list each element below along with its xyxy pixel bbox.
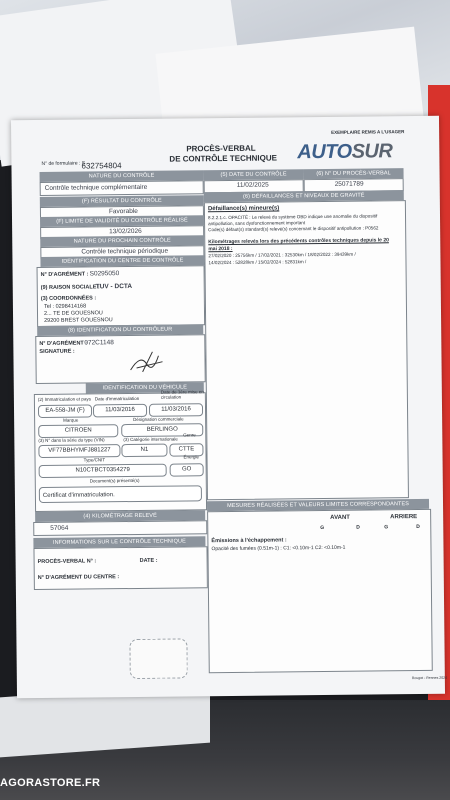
section-resultat: (F) RÉSULTAT DU CONTRÔLE <box>40 195 204 207</box>
section-defaillances: (6) DÉFAILLANCES ET NIVEAUX DE GRAVITÉ <box>204 190 404 202</box>
centre-agrement-value: S0295050 <box>89 270 120 278</box>
centre-ville: 29200 BREST GOUESNOU <box>44 317 113 324</box>
energie-label: Énergie <box>183 454 200 460</box>
km-value: 57064 <box>50 524 69 532</box>
centre-tel: Tel : 0298414168 <box>43 303 87 310</box>
vehicule-box <box>34 389 207 512</box>
defav-date-label: DATE : <box>139 557 158 564</box>
section-centre: IDENTIFICATION DU CENTRE DE CONTRÔLE <box>40 255 204 267</box>
designation-label: Désignation commerciale <box>133 416 184 422</box>
type-value: N10CTBCT0354279 <box>39 464 167 478</box>
section-num-pv: (6) N° DU PROCÈS-VERBAL <box>304 168 404 179</box>
km-history-title-2: mai 2018 : <box>208 245 233 253</box>
emissions-line: Opacité des fumées (0.51m-1) : C1: <0.10m-1 C2: <0.10m-1 <box>211 544 346 553</box>
type-label: Type/CNIT <box>83 457 106 463</box>
marque-label: Marque <box>63 417 79 423</box>
section-date: (5) DATE DU CONTRÔLE <box>204 169 304 180</box>
designation-value: BERLINGO <box>121 423 203 437</box>
resultat-value: Favorable <box>108 207 138 216</box>
section-nature: NATURE DU CONTRÔLE <box>40 170 204 182</box>
km-history-line-2: 14/02/2024 : 52828km / 15/02/2024 : 52831km / <box>208 259 307 266</box>
signature-icon <box>128 350 168 376</box>
centre-coord-label: (3) COORDONNÉES : <box>40 295 97 302</box>
controleur-agrement-label: N° D'AGRÉMENT : <box>39 340 88 347</box>
categorie-label: (3) Catégorie internationale <box>123 436 178 443</box>
nature-box <box>40 180 204 196</box>
signature-label: SIGNATURE : <box>39 348 75 355</box>
section-vehicule: IDENTIFICATION DU VÉHICULE <box>86 382 204 393</box>
nature-value: Contrôle technique complémentaire <box>44 183 148 192</box>
mesures-box <box>207 509 433 673</box>
marque-value: CITROEN <box>38 424 118 438</box>
agorastore-watermark: AGORASTORE.FR <box>0 777 101 789</box>
section-prochain: NATURE DU PROCHAIN CONTRÔLE <box>40 235 204 247</box>
arriere-g-label: G <box>384 524 389 531</box>
genre-value: CTTE <box>169 443 203 456</box>
emissions-title: Émissions à l'échappement : <box>211 537 287 545</box>
defav-box <box>33 546 207 590</box>
centre-box <box>37 265 206 327</box>
avant-g-label: G <box>320 524 325 532</box>
section-km: (4) KILOMÉTRAGE RELEVÉ <box>35 510 205 522</box>
km-history-line-1: 27/02/2020 : 25756km / 17/02/2021 : 32530km / 18/02/2022 : 39439km / <box>208 251 356 259</box>
title-line-2: DE CONTRÔLE TECHNIQUE <box>169 153 278 164</box>
arriere-d-label: D <box>416 523 420 531</box>
centre-agrement-label: N° D'AGRÉMENT : <box>40 271 89 278</box>
inspection-report-page <box>11 116 448 698</box>
energie-value: GO <box>170 463 204 476</box>
defaillance-line-3: Code(s) défaut(s) standard(s) relevé(s) concernant le dispositif antipollution : P0562 <box>208 225 379 233</box>
controleur-box <box>35 334 205 384</box>
defaillance-line-2: antipollution, sans dysfonctionnement important <box>208 220 306 227</box>
defav-agrement-label: N° D'AGRÉMENT DU CENTRE : <box>37 574 120 582</box>
stamp-area <box>129 638 187 679</box>
section-controleur: (8) IDENTIFICATION DU CONTRÔLEUR <box>37 324 203 336</box>
section-mesures: MESURES RÉALISÉES ET VALEURS LIMITES CORRESPONDANTES <box>207 499 429 511</box>
immat-label: (2) Immatriculation et pays <box>37 396 91 402</box>
footer-imprint: Rouget - Rennes 2024 <box>411 675 448 681</box>
num-pv-value: 25071789 <box>334 180 364 188</box>
categorie-value: N1 <box>121 444 167 457</box>
documents-label: Document(s) présenté(s) <box>89 477 140 484</box>
centre-raison-value: TUV - DCTA <box>95 282 133 291</box>
km-history-title-1: Kilométrages relevés lors des précédents contrôles techniques depuis le 20 <box>208 237 389 246</box>
copy-type: EXEMPLAIRE REMIS A L'USAGER <box>331 129 405 135</box>
section-defav: INFORMATIONS SUR LE CONTRÔLE TECHNIQUE <box>33 536 205 548</box>
date-1ere-value: 11/03/2016 <box>149 403 203 417</box>
defaillance-line-1: 8.2.2.1.c. OPACITÉ : Le relevé du système OBD indique une anomalie du dispositif <box>207 213 378 221</box>
controleur-agrement-value: 072C1148 <box>84 339 114 347</box>
limite-value: 13/02/2026 <box>109 227 142 236</box>
centre-adresse: 2... TE DE GOUESNOU <box>43 310 103 317</box>
km-box <box>33 520 207 536</box>
prochain-value: Contrôle technique périodique <box>81 247 169 256</box>
pv-prefix: N° de formulaire : S <box>41 160 86 167</box>
date-immat-label: Date d'immatriculation <box>94 395 140 402</box>
date-value: 11/02/2025 <box>236 181 269 189</box>
defav-pv-label: PROCÈS-VERBAL N° : <box>37 558 97 566</box>
vin-value: VF77BBHYMFJ881227 <box>38 444 120 458</box>
defaillances-title: Défaillance(s) mineure(s) <box>207 205 280 213</box>
autosur-logo: AUTOSUR <box>297 140 393 164</box>
immat-value: EA-558-JM (F) <box>38 404 92 418</box>
avant-d-label: D <box>356 524 360 531</box>
defaillances-box <box>204 200 409 500</box>
genre-label: Genre <box>183 432 196 438</box>
documents-value: Certificat d'immatriculation. <box>39 485 202 503</box>
pv-number: 632754804 <box>81 161 122 171</box>
vin-label: (3) N° dans la série du type (VIN) <box>38 437 105 443</box>
date-1ere-label: Date de 1ère mise en circulation <box>160 389 204 400</box>
date-immat-value: 11/03/2016 <box>93 404 147 418</box>
section-limite: (F) LIMITE DE VALIDITÉ DU CONTRÔLE RÉALISÉ <box>40 215 204 227</box>
arriere-label: ARRIERE <box>390 514 418 521</box>
title-line-1: PROCÈS-VERBAL <box>186 143 256 154</box>
avant-label: AVANT <box>330 514 350 521</box>
centre-raison-label: (9) RAISON SOCIALE : <box>40 284 100 291</box>
